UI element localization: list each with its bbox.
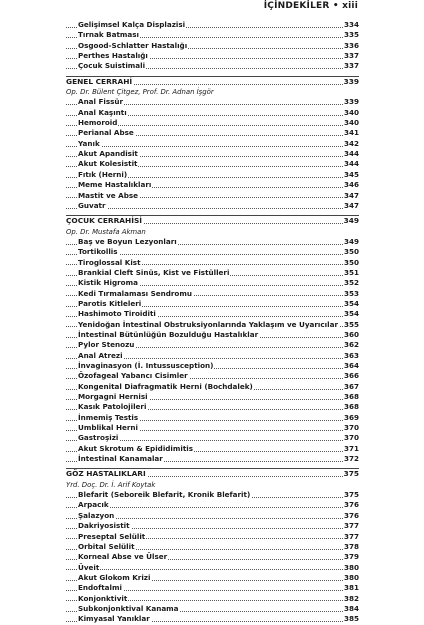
running-header: İÇİNDEKİLER • xiii: [263, 1, 358, 11]
toc-entry-title: Akut Apandisit: [78, 149, 138, 159]
toc-entry-page-number: 362: [343, 340, 359, 350]
toc-entry: [66, 258, 359, 268]
toc-entry-page-number: 375: [343, 490, 359, 500]
toc-entry: [66, 191, 359, 201]
toc-entry-page-number: 380: [343, 562, 359, 572]
dot-leader: [66, 146, 343, 147]
toc-entry: [66, 320, 359, 330]
toc-entry-page-number: 344: [343, 159, 359, 169]
toc-entry: [66, 423, 359, 433]
toc-entry: [66, 289, 359, 299]
toc-entry-page-number: 351: [343, 267, 359, 277]
dot-leader: [66, 569, 343, 570]
section-author-title: Yrd. Doç. Dr. İ. Arif Koytak: [66, 480, 156, 489]
toc-entry-title: Morgagni Hernisi: [78, 392, 148, 402]
toc-entry-title: Hemoroid: [78, 118, 118, 128]
toc-entry-page-number: 366: [343, 371, 359, 381]
toc-entry-title: Meme Hastalıkları: [78, 180, 152, 190]
toc-entry: [66, 201, 359, 211]
section-author-title: Op. Dr. Mustafa Akman: [66, 227, 146, 236]
toc-entry-page-number: 347: [343, 190, 359, 200]
toc-entry-page-number: 372: [343, 454, 359, 464]
section-heading-page-number: 339: [343, 76, 359, 86]
toc-entry-page-number: 363: [343, 350, 359, 360]
toc-entry-page-number: 346: [343, 180, 359, 190]
toc-entry-title: Anal Fissür: [78, 97, 124, 107]
toc-entry-title: Tiroglossal Kist: [78, 257, 141, 267]
toc-entry-title: Özofageal Yabancı Cisimler: [78, 371, 188, 381]
toc-entry-title: Yenidoğan İntestinal Obstruksiyonlarında Yaklaşım ve Uyarıcılar: [78, 319, 338, 329]
toc-entry-title: Osgood-Schlatter Hastalığı: [78, 40, 188, 50]
toc-entry-title: Üveit: [78, 562, 100, 572]
toc-entry-page-number: 349: [343, 236, 359, 246]
toc-entry-title: İnmemiş Testis: [78, 412, 139, 422]
toc-entry: [66, 237, 359, 247]
toc-entry-title: Orbital Selülit: [78, 541, 135, 551]
toc-entry: [66, 97, 359, 107]
toc-entry-page-number: 340: [343, 118, 359, 128]
toc-entry: [66, 444, 359, 454]
toc-entry-title: Korneal Abse ve Ülser: [78, 552, 168, 562]
toc-entry-title: İntestinal Bütünlüğün Bozulduğu Hastalıklar: [78, 329, 259, 339]
section-heading-title: GENEL CERRAHİ: [66, 76, 133, 86]
toc-entry-title: Akut Skrotum & Epididimitis: [78, 443, 194, 453]
toc-entry-title: Mastit ve Abse: [78, 190, 139, 200]
toc-entry: [66, 413, 359, 423]
toc-entry-title: Perthes Hastalığı: [78, 51, 148, 61]
toc-entry-page-number: 377: [343, 531, 359, 541]
toc-entry-title: Perianal Abse: [78, 128, 134, 138]
toc-entry: [66, 149, 359, 159]
toc-entry: [66, 299, 359, 309]
toc-entry: [66, 392, 359, 402]
toc-entry: [66, 604, 359, 614]
toc-entry-title: Kimyasal Yanıklar: [78, 614, 150, 624]
toc-entry-title: Şalazyon: [78, 510, 115, 520]
toc-entry-page-number: 354: [343, 309, 359, 319]
toc-entry-page-number: 347: [343, 200, 359, 210]
toc-entry-page-number: 355: [343, 319, 359, 329]
toc-entry-title: Pylor Stenozu: [78, 340, 135, 350]
toc-entry-page-number: 379: [343, 552, 359, 562]
toc-entry-title: Kedi Tırmalaması Sendromu: [78, 288, 192, 298]
toc-entry-page-number: 341: [343, 128, 359, 138]
toc-entry-page-number: 368: [343, 392, 359, 402]
toc-entry-page-number: 345: [343, 169, 359, 179]
toc-entry-page-number: 334: [343, 20, 359, 29]
toc-entry-title: Endoftalmi: [78, 583, 122, 593]
toc-entry-title: Parotis Kitleleri: [78, 298, 142, 308]
toc-entry-title: İntestinal Kanamalar: [78, 454, 163, 464]
toc-entry-title: Blefarit (Seboreik Blefarit, Kronik Blefarit): [78, 490, 251, 500]
toc-entry: [66, 278, 359, 288]
toc-entry-page-number: 352: [343, 278, 359, 288]
toc-entry-page-number: 381: [343, 583, 359, 593]
toc-entry: [66, 573, 359, 583]
toc-entry-page-number: 378: [343, 541, 359, 551]
toc-entry: [66, 542, 359, 552]
toc-entry: [66, 170, 359, 180]
toc-entry-title: Baş ve Boyun Lezyonları: [78, 236, 177, 246]
section-heading-page-number: 375: [343, 469, 359, 479]
toc-entry-title: Brankial Cleft Sinüs, Kist ve Fistülleri: [78, 267, 230, 277]
toc-entry-title: Fıtık (Herni): [78, 169, 128, 179]
toc-entry: [66, 382, 359, 392]
toc-entry-page-number: 368: [343, 402, 359, 412]
toc-entry-page-number: 384: [343, 603, 359, 613]
toc-entry-page-number: 350: [343, 247, 359, 257]
toc-entry-page-number: 337: [343, 51, 359, 61]
toc-entry-title: Kasık Patolojileri: [78, 402, 147, 412]
toc-entry: [66, 361, 359, 371]
toc-entry: [66, 118, 359, 128]
section-heading-title: GÖZ HASTALIKLARI: [66, 469, 146, 479]
section-author-title: Op. Dr. Bülent Çitgez, Prof. Dr. Adnan İşgör: [66, 88, 214, 97]
toc-entry-title: Kongenital Diafragmatik Herni (Bochdalek): [78, 381, 253, 391]
toc-entry-title: Yanık: [78, 138, 100, 148]
toc-entry: [66, 20, 359, 30]
toc-entry: [66, 490, 359, 500]
toc-entry: [66, 371, 359, 381]
toc-entry-title: Çocuk Suistimali: [78, 61, 146, 71]
toc-entry: [66, 51, 359, 61]
section-author: [66, 87, 359, 97]
dot-leader: [66, 208, 343, 209]
toc-entry-page-number: 380: [343, 572, 359, 582]
section-author: [66, 227, 359, 237]
toc-entry-page-number: 335: [343, 30, 359, 40]
toc-entry: [66, 309, 359, 319]
toc-entry-page-number: 376: [343, 510, 359, 520]
toc-entry: [66, 614, 359, 624]
toc-entry: [66, 532, 359, 542]
toc-entry-title: Umblikal Herni: [78, 423, 139, 433]
section-heading: [66, 469, 359, 479]
section-author: [66, 480, 359, 490]
section-heading-title: ÇOCUK CERRAHİSİ: [66, 216, 143, 226]
toc-entry-page-number: 353: [343, 288, 359, 298]
toc-entry: [66, 41, 359, 51]
toc-entry: [66, 351, 359, 361]
toc-entry-page-number: 364: [343, 361, 359, 370]
toc-entry-page-number: 360: [343, 329, 359, 339]
toc-entry-title: Subkonjonktival Kanama: [78, 603, 179, 613]
toc-entry-title: Anal Kaşıntı: [78, 107, 127, 117]
toc-entry-page-number: 342: [343, 138, 359, 148]
toc-entry-title: Akut Kolesistit: [78, 159, 138, 169]
toc-entry: [66, 139, 359, 149]
toc-entry-title: Tortikollis: [78, 247, 118, 257]
toc-entry-title: Preseptal Selülit: [78, 531, 146, 541]
toc-entry-page-number: 382: [343, 593, 359, 603]
toc-entry: [66, 521, 359, 531]
toc-entry: [66, 180, 359, 190]
toc-entry-title: Gastroşizi: [78, 433, 119, 443]
toc-entry-title: Gelişimsel Kalça Displazisi: [78, 20, 186, 29]
toc-entry: [66, 402, 359, 412]
toc-entry-page-number: 377: [343, 521, 359, 531]
toc-entry-title: İnvaginasyon (İ. Intussusception): [78, 361, 214, 370]
toc-entry-title: Tırnak Batması: [78, 30, 140, 40]
toc-entry: [66, 500, 359, 510]
toc-entry-page-number: 344: [343, 149, 359, 159]
toc-entry-title: Akut Glokom Krizi: [78, 572, 151, 582]
toc-entry-title: Anal Atrezi: [78, 350, 123, 360]
toc-entry-title: Arpacık: [78, 500, 109, 510]
toc-entry: [66, 268, 359, 278]
table-of-contents: [66, 20, 359, 625]
toc-entry: [66, 330, 359, 340]
toc-entry-page-number: 370: [343, 423, 359, 433]
toc-entry-page-number: 370: [343, 433, 359, 443]
toc-entry-title: Guvatr: [78, 200, 106, 210]
toc-entry: [66, 594, 359, 604]
toc-entry: [66, 454, 359, 464]
toc-entry: [66, 433, 359, 443]
toc-entry: [66, 30, 359, 40]
toc-entry-title: Konjonktivit: [78, 593, 128, 603]
toc-entry: [66, 552, 359, 562]
toc-entry-page-number: 371: [343, 443, 359, 453]
toc-entry: [66, 511, 359, 521]
toc-entry-page-number: 336: [343, 40, 359, 50]
toc-entry-page-number: 369: [343, 412, 359, 422]
toc-entry-title: Dakriyosistit: [78, 521, 130, 531]
toc-entry-page-number: 340: [343, 107, 359, 117]
toc-entry-page-number: 367: [343, 381, 359, 391]
toc-entry-title: Hashimoto Tiroiditi: [78, 309, 156, 319]
toc-entry-page-number: 339: [343, 97, 359, 107]
toc-entry-page-number: 337: [343, 61, 359, 71]
section-heading: [66, 216, 359, 226]
toc-entry-title: Kistik Higroma: [78, 278, 138, 288]
toc-entry: [66, 159, 359, 169]
toc-entry: [66, 108, 359, 118]
toc-entry-page-number: 350: [343, 257, 359, 267]
toc-entry: [66, 247, 359, 257]
toc-entry: [66, 563, 359, 573]
toc-entry-page-number: 354: [343, 298, 359, 308]
section-heading: [66, 77, 359, 87]
section-heading-page-number: 349: [343, 216, 359, 226]
toc-entry: [66, 61, 359, 71]
toc-entry: [66, 128, 359, 138]
toc-entry-page-number: 376: [343, 500, 359, 510]
toc-entry: [66, 583, 359, 593]
toc-entry-page-number: 385: [343, 614, 359, 624]
toc-entry: [66, 340, 359, 350]
